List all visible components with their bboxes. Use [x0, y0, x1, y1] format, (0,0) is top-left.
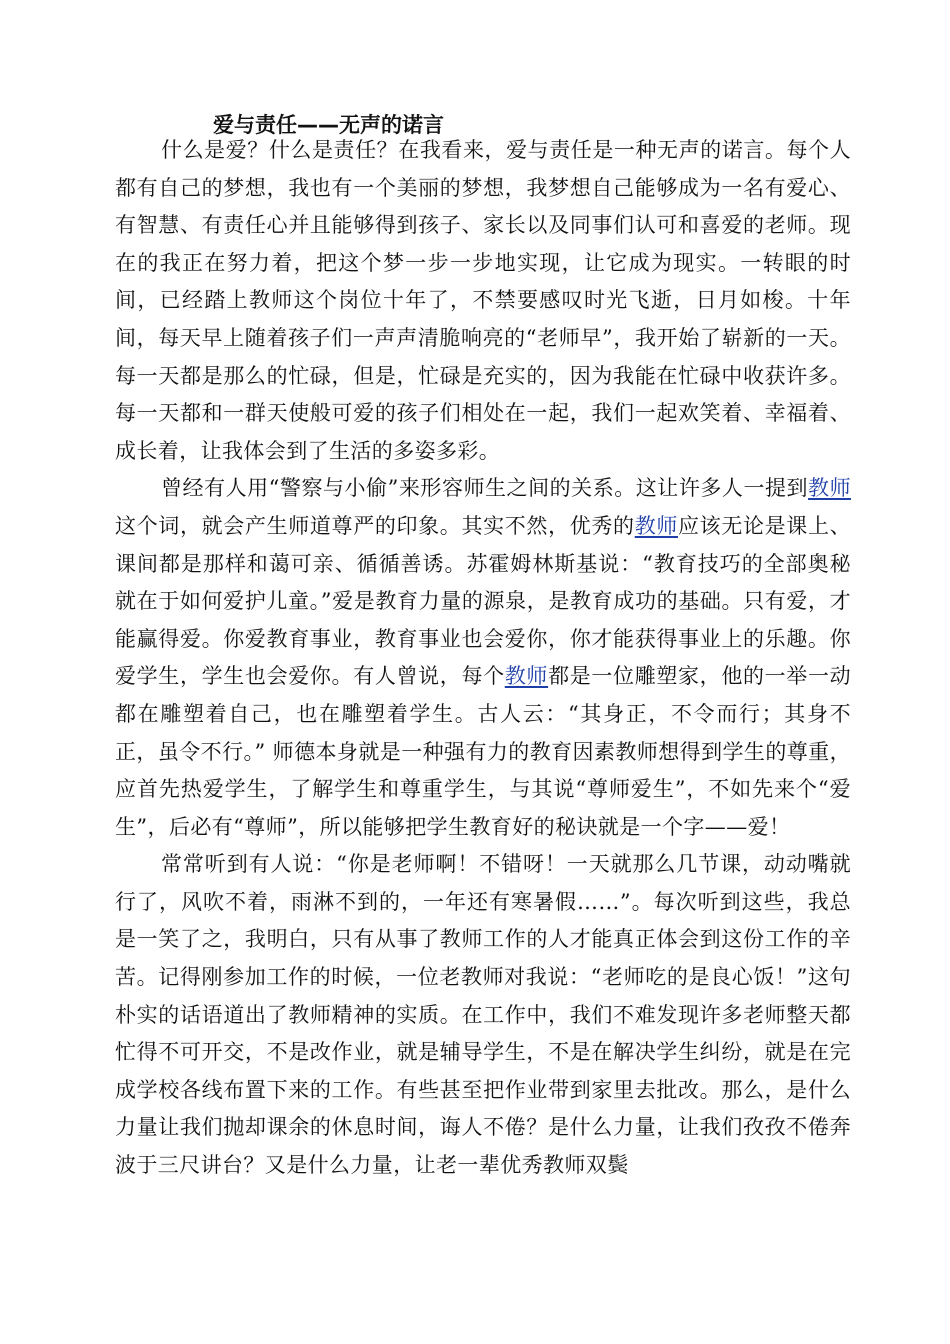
teacher-link-3[interactable]: 教师: [504, 664, 549, 689]
paragraph-1: [115, 132, 851, 470]
document-title: 爱与责任——无声的诺言: [213, 113, 444, 137]
paragraph-2-text-2: 这个词，就会产生师道尊严的印象。其实不然，优秀的: [115, 513, 635, 538]
teacher-link-2[interactable]: 教师: [634, 513, 679, 538]
paragraph-1-text: 什么是爱？什么是责任？在我看来，爱与责任是一种无声的诺言。每个人都有自己的梦想，我也有一个美丽的梦想，我梦想自己能够成为一名有爱心、有智慧、有责任心并且能够得到孩子、家长以及同事们认可和喜爱的老师。现在的我正在努力着，把这个梦一步一步地实现，让它成为现实。一转眼的时间，已经踏上教师这个岗位十年了，不禁要感叹时光飞逝，日月如梭。十年间，每天早上随着孩子们一声声清脆响亮的“老师早”，我开始了崭新的一天。每一天都是那么的忙碌，但是，忙碌是充实的，因为我能在忙碌中收获许多。每一天都和一群天使般可爱的孩子们相处在一起，我们一起欢笑着、幸福着、成长着，让我体会到了生活的多姿多彩。: [115, 138, 851, 463]
paragraph-3: [115, 846, 851, 1184]
paragraph-2-text-3: 应该无论是课上、课间都是那样和蔼可亲、循循善诱。苏霍姆林斯基说：“教育技巧的全部奥秘就在于如何爱护儿童。”爱是教育力量的源泉，是教育成功的基础。只有爱，才能赢得爱。你爱教育事业，教育事业也会爱你，你才能获得事业上的乐趣。你爱学生，学生也会爱你。有人曾说，每个: [115, 513, 851, 689]
teacher-link-1[interactable]: 教师: [808, 476, 851, 501]
paragraph-2-text-4: 都是一位雕塑家，他的一举一动都在雕塑着自己，也在雕塑着学生。古人云：“其身正，不令而行；其身不正，虽令不行。” 师德本身就是一种强有力的教育因素教师想得到学生的尊重，应首先热爱学生，了解学生和尊重学生，与其说“尊师爱生”，不如先来个“爱生”，后必有“尊师”，所以能够把学生教育好的秘诀就是一个字——爱！: [115, 664, 851, 839]
paragraph-3-text: 常常听到有人说：“你是老师啊！不错呀！一天就那么几节课，动动嘴就行了，风吹不着，雨淋不到的，一年还有寒暑假……”。每次听到这些，我总是一笑了之，我明白，只有从事了教师工作的人才能真正体会到这份工作的辛苦。记得刚参加工作的时候，一位老教师对我说：“老师吃的是良心饭！”这句朴实的话语道出了教师精神的实质。在工作中，我们不难发现许多老师整天都忙得不可开交，不是改作业，就是辅导学生，不是在解决学生纠纷，就是在完成学校各线布置下来的工作。有些甚至把作业带到家里去批改。那么，是什么力量让我们抛却课余的休息时间，诲人不倦？是什么力量，让我们孜孜不倦奔波于三尺讲台？又是什么力量，让老一辈优秀教师双鬓: [115, 852, 851, 1178]
paragraph-2: [115, 470, 851, 846]
paragraph-2-text-1: 曾经有人用“警察与小偷”来形容师生之间的关系。这让许多人一提到: [161, 476, 809, 501]
document-body: [115, 132, 851, 1185]
